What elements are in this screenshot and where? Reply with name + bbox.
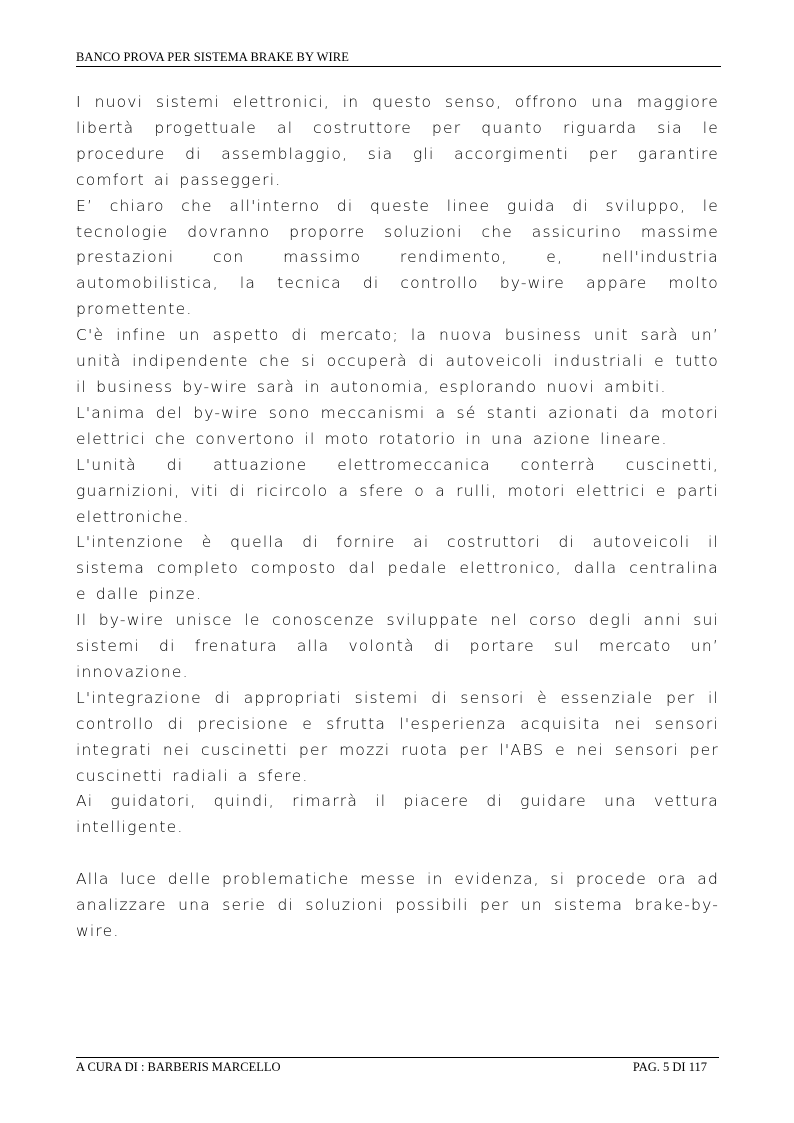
- page-header: [76, 50, 721, 67]
- paragraph: L'unità di attuazione elettromeccanica conterrà cuscinetti, guarnizioni, viti di ricircolo a sfere o a rulli, motori elettrici e parti elettroniche.: [76, 455, 719, 526]
- paragraph: C'è infine un aspetto di mercato; la nuova business unit sarà un’ unità indipendente che si occuperà di autoveicoli industriali e tutto il business by-wire sarà in autonomia, esplorando nuovi ambiti.: [76, 326, 719, 396]
- footer-page-number: PAG. 5 DI 117: [632, 1060, 707, 1074]
- paragraph: L'anima del by-wire sono meccanismi a sé stanti azionati da motori elettrici che convertono il moto rotatorio in una azione lineare.: [76, 403, 719, 448]
- paragraph: L'integrazione di appropriati sistemi di sensori è essenziale per il controllo di precisione e sfrutta l'esperienza acquisita nei sensori integrati nei cuscinetti per mozzi ruota per l'ABS e nei sensori per cuscinetti radiali a sfere.: [76, 688, 719, 785]
- paragraph: I nuovi sistemi elettronici, in questo senso, offrono una maggiore libertà progettuale al costruttore per quanto riguarda sia le procedure di assemblaggio, sia gli accorgimenti per garantire comfort ai passeggeri.: [76, 93, 719, 189]
- page-footer: [76, 1057, 719, 1074]
- paragraph: E’ chiaro che all'interno di queste linee guida di sviluppo, le tecnologie dovranno proporre soluzioni che assicurino massime prestazioni con massimo rendimento, e, nell'industria automobilistica, la tecnica di controllo by-wire appare molto promettente.: [76, 196, 719, 319]
- paragraph: Alla luce delle problematiche messe in evidenza, si procede ora ad analizzare una serie di soluzioni possibili per un sistema brake-by-wire.: [76, 870, 719, 940]
- paragraph: Ai guidatori, quindi, rimarrà il piacere di guidare una vettura intelligente.: [76, 792, 719, 837]
- document-body: [76, 90, 719, 945]
- paragraph: Il by-wire unisce le conoscenze sviluppate nel corso degli anni sui sistemi di frenatura alla volontà di portare sul mercato un’ innovazione.: [76, 611, 719, 681]
- paragraph: L'intenzione è quella di fornire ai costruttori di autoveicoli il sistema completo composto dal pedale elettronico, dalla centralina e dalle pinze.: [76, 533, 719, 604]
- header-title: BANCO PROVA PER SISTEMA BRAKE BY WIRE: [76, 50, 349, 64]
- footer-author: A CURA DI : BARBERIS MARCELLO: [76, 1060, 281, 1074]
